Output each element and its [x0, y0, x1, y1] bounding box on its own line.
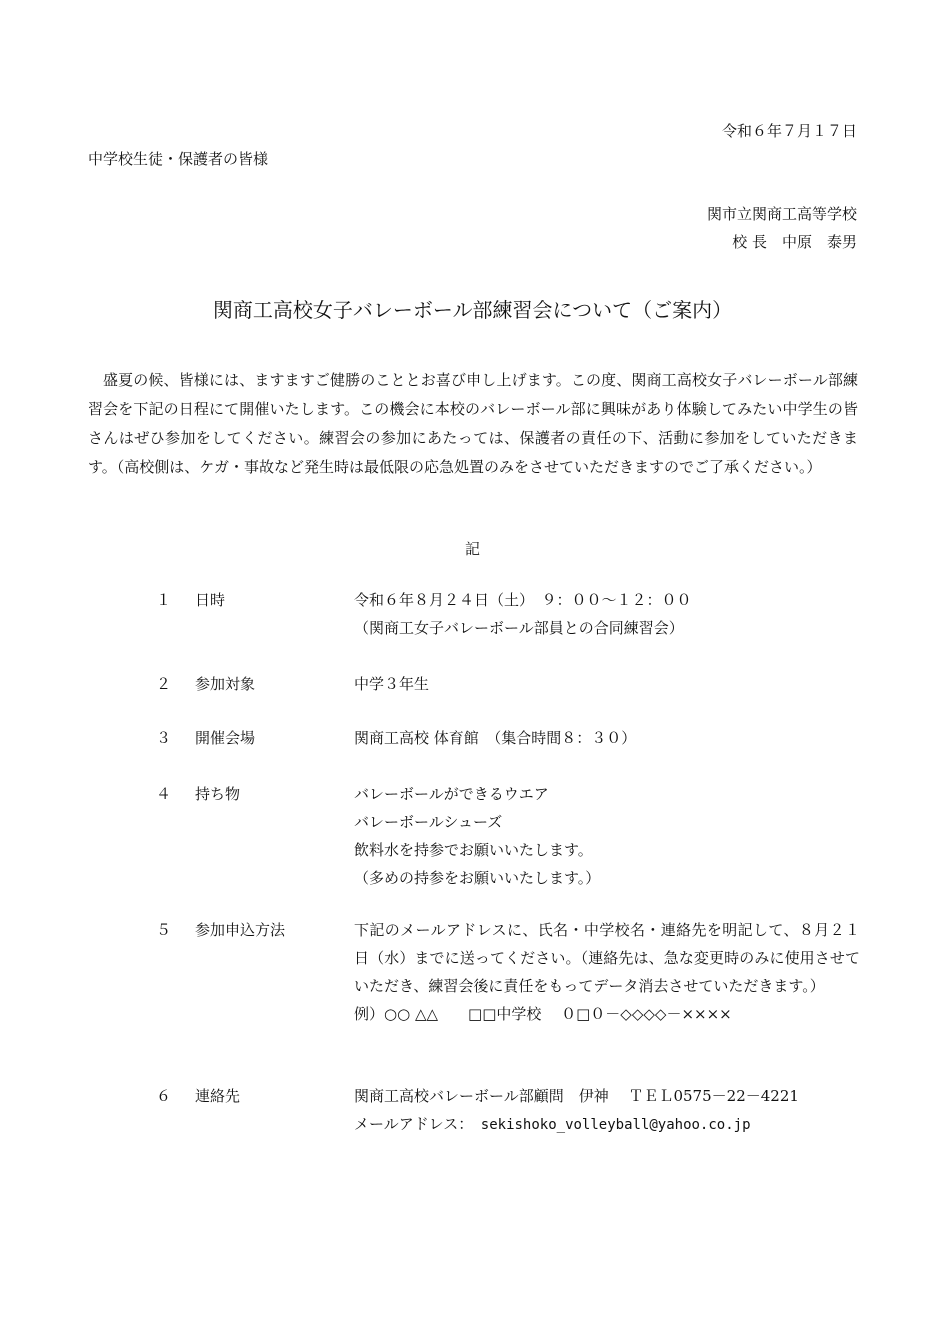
- item-content: 関商工高校バレーボール部顧問 伊神 ＴＥＬ0575－22－4221 メールアドレス： sekishoko_volleyball@yahoo.co.jp: [354, 1087, 799, 1133]
- date: 令和６年７月１７日: [721, 122, 857, 140]
- item-content: バレーボールができるウエア バレーボールシューズ 飲料水を持参でお願いいたします。 （多めの持参をお願いいたします。）: [354, 785, 601, 887]
- item-content: 関商工高校 体育館 （集合時間８：３０）: [354, 729, 637, 747]
- body-text: [88, 366, 858, 482]
- body-paragraph: 盛夏の候、皆様には、ますますご健勝のこととお喜び申し上げます。この度、関商工高校女子バレーボール部練習会を下記の日程にて開催いたします。この機会に本校のバレーボール部に興味があり体験してみたい中学生の皆さんはぜひ参加をしてください。練習会の参加にあたっては、保護者の責任の下、活動に参加をしていただきます。（高校側は、ケガ・事故など発生時は最低限の応急処置のみをさせていただきますのでご了承ください。）: [88, 371, 858, 476]
- item-label: ２ 参加対象: [156, 675, 256, 693]
- document-title: 関商工高校女子バレーボール部練習会について（ご案内）: [212, 298, 733, 322]
- item-label: ５ 参加申込方法: [156, 921, 286, 939]
- principal-name: 校 長 中原 泰男: [732, 233, 857, 251]
- email-label: メールアドレス：: [354, 1115, 466, 1133]
- school-name: 関市立関商工高等学校: [706, 205, 857, 223]
- item-label: ４ 持ち物: [156, 785, 241, 803]
- item-label: １ 日時: [156, 591, 226, 609]
- item-content: 中学３年生: [354, 675, 430, 693]
- ki-heading: 記: [464, 540, 480, 558]
- email-link[interactable]: sekishoko_volleyball@yahoo.co.jp: [480, 1117, 751, 1133]
- recipient: 中学校生徒・保護者の皆様: [88, 150, 269, 168]
- item-label: ６ 連絡先: [156, 1087, 241, 1105]
- item-content: 令和６年８月２４日（土） ９：００～１２：００ （関商工女子バレーボール部員との合同練習会）: [354, 591, 692, 637]
- application-example: 例）○○ △△ □□中学校 ０□０－◇◇◇◇－××××: [354, 1005, 732, 1023]
- item-content: 下記のメールアドレスに、氏名・中学校名・連絡先を明記して、８月２１日（水）までに送ってください。（連絡先は、急な変更時のみに使用させていただき、練習会後に責任をもってデータ消去させていただきます。） 例）○○ △△ □□中学校 ０□０－◇◇◇◇－××××: [354, 916, 860, 1028]
- item-label: ３ 開催会場: [156, 729, 256, 747]
